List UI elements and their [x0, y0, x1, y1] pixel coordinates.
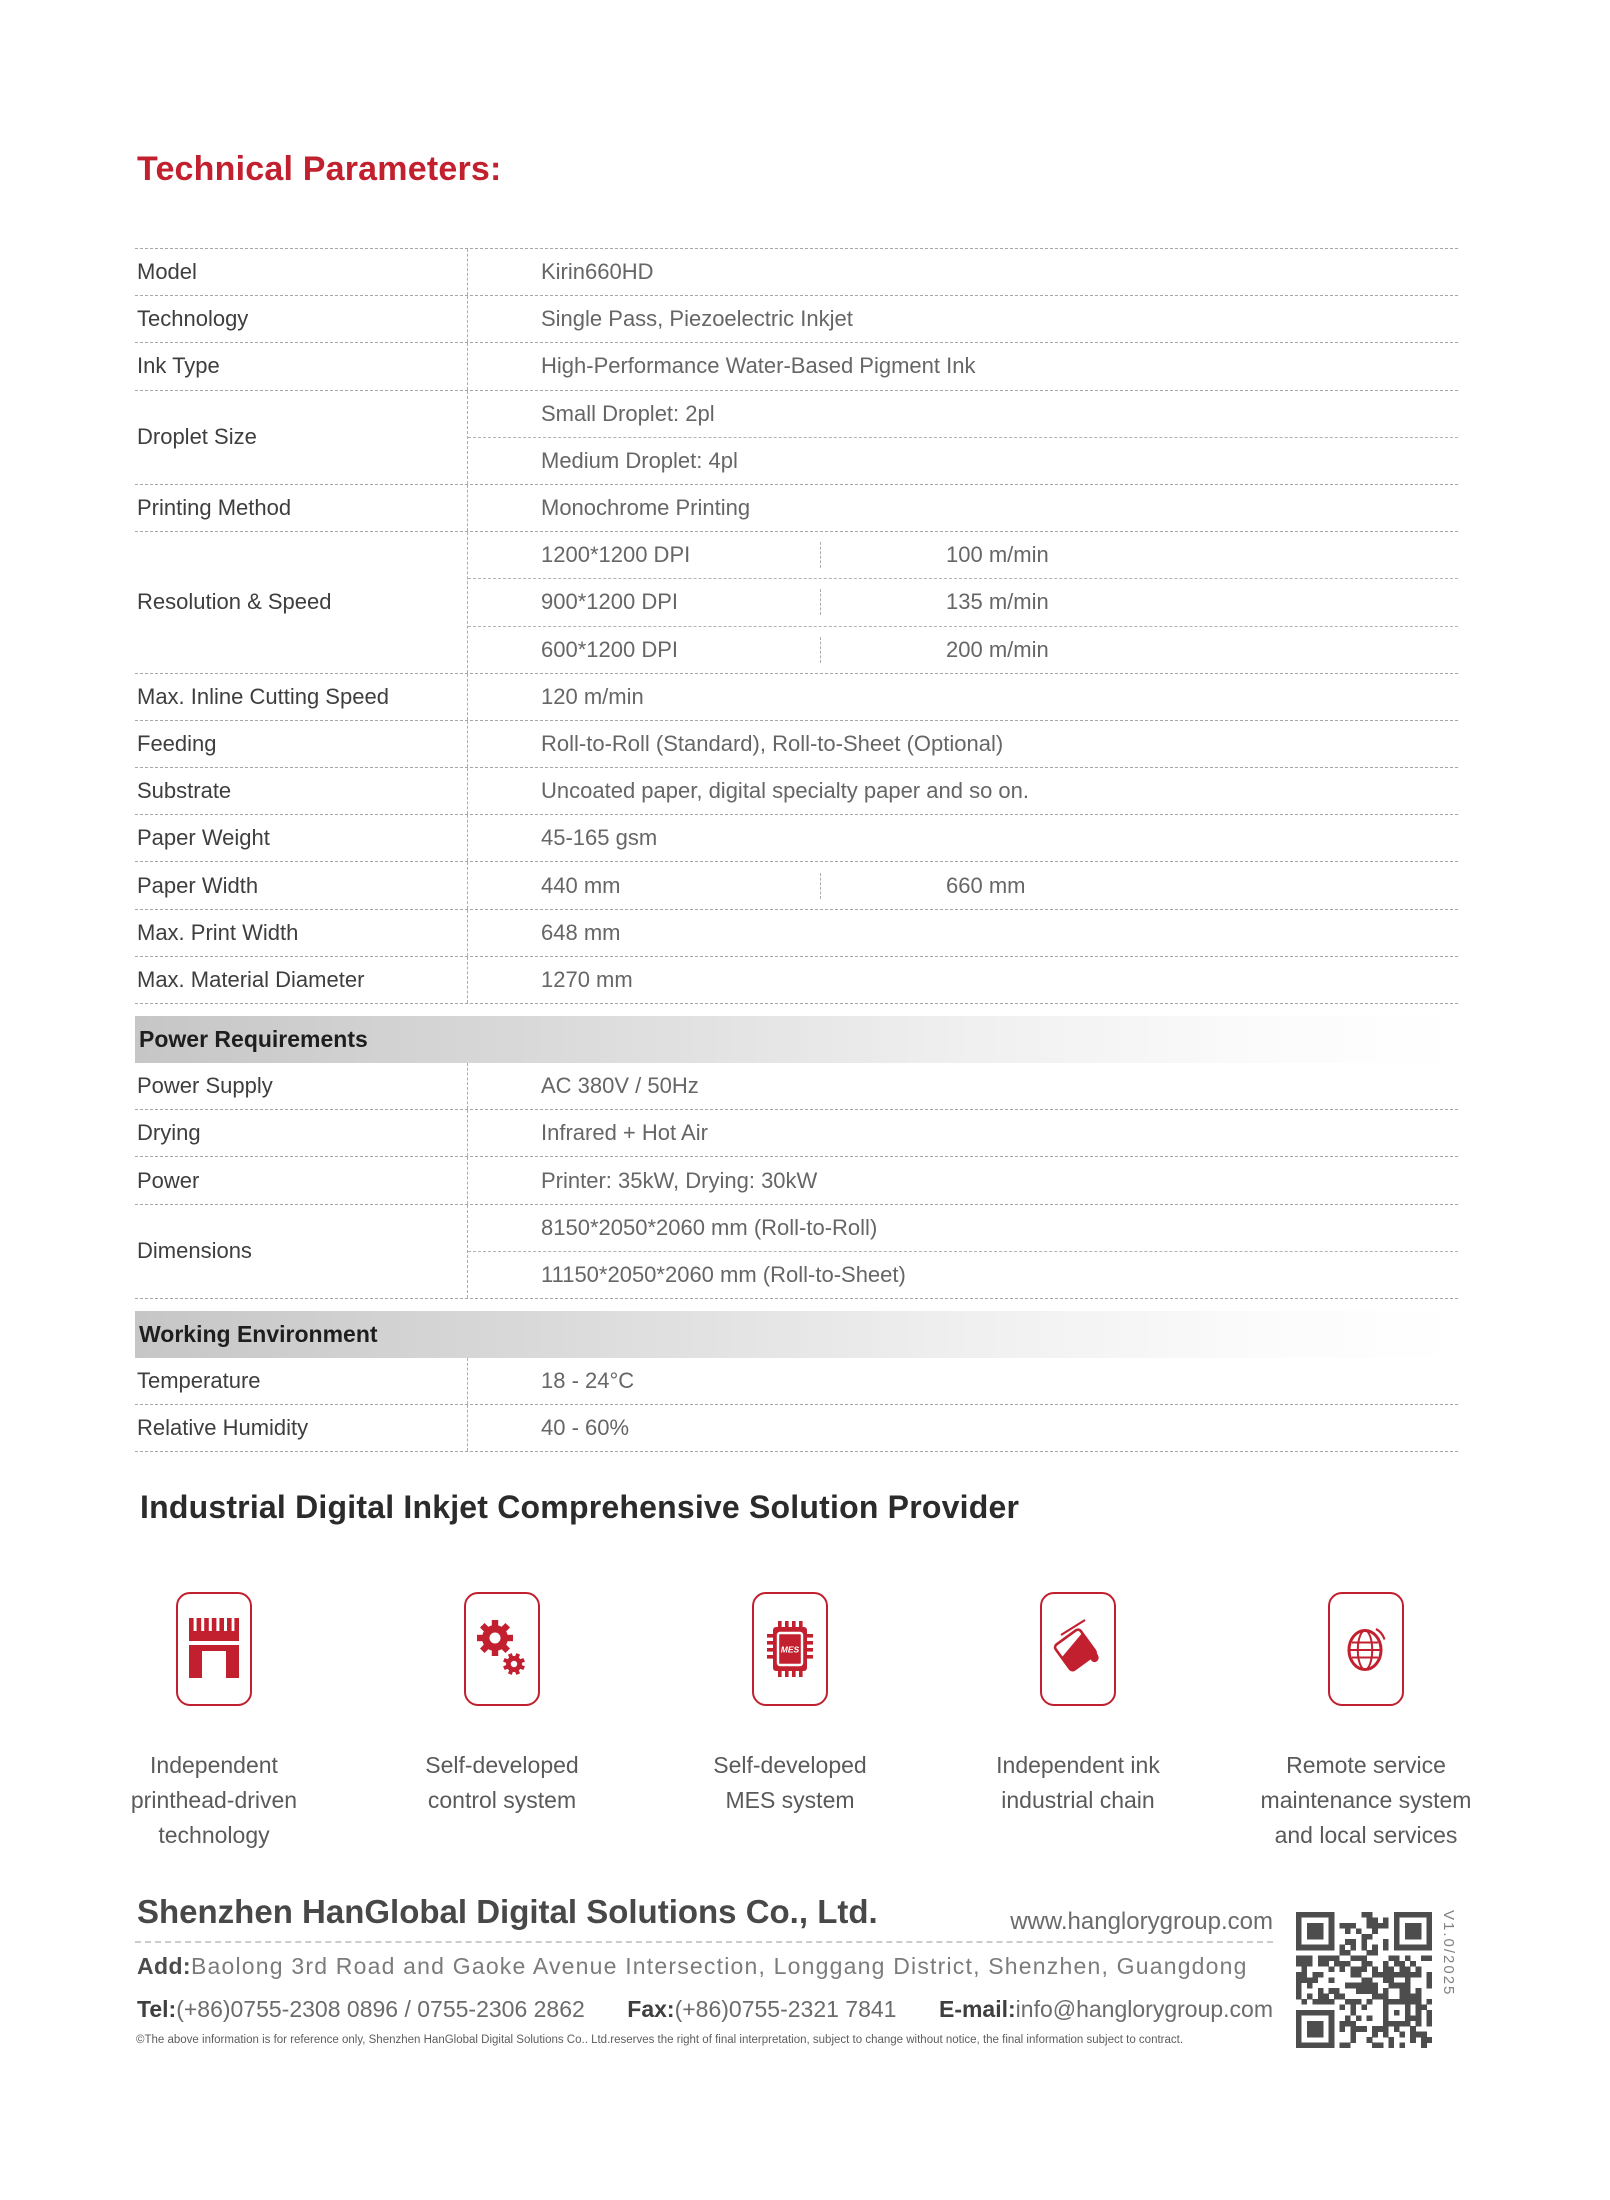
spec-row — [135, 296, 1458, 343]
spec-row — [135, 1205, 1458, 1299]
feature-caption — [425, 1748, 578, 1818]
spec-value: Medium Droplet: 4pl — [541, 447, 738, 473]
page-title: Technical Parameters: — [137, 150, 502, 188]
spec-value: 18 - 24°C — [467, 1358, 1458, 1404]
address-line — [137, 1953, 1248, 1980]
feature-printhead — [70, 1592, 358, 1853]
spec-label: Model — [137, 259, 197, 285]
tel-value: (+86)0755-2308 0896 / 0755-2306 2862 — [176, 1996, 585, 2022]
spec-value: 120 m/min — [467, 674, 1458, 720]
spec-row — [135, 391, 1458, 485]
caption-line: control system — [427, 1787, 577, 1813]
spec-row — [135, 957, 1458, 1004]
spec-table — [135, 248, 1458, 1452]
spec-value: 440 mm — [541, 872, 621, 898]
spec-value: High-Performance Water-Based Pigment Ink — [467, 343, 1458, 389]
gears-icon — [464, 1592, 540, 1706]
fax-value: (+86)0755-2321 7841 — [674, 1996, 897, 2022]
spec-label: Relative Humidity — [137, 1415, 309, 1441]
svg-text:MES: MES — [780, 1644, 800, 1655]
spec-label: Max. Material Diameter — [137, 966, 365, 992]
feature-ink-bucket — [934, 1592, 1222, 1853]
spec-value: 660 mm — [820, 873, 1458, 899]
spec-value: Small Droplet: 2pl — [468, 391, 1458, 438]
solution-heading: Industrial Digital Inkjet Comprehensive Solution Provider — [140, 1489, 1020, 1525]
section-header: Working Environment — [135, 1311, 1458, 1358]
spec-label: Max. Inline Cutting Speed — [137, 683, 389, 709]
email-entry — [939, 1996, 1273, 2023]
spec-row — [135, 532, 1458, 674]
email-value: info@hanglorygroup.com — [1015, 1996, 1273, 2022]
spec-label: Feeding — [137, 731, 217, 757]
feature-mes-chip — [646, 1592, 934, 1853]
feature-list — [70, 1592, 1510, 1853]
contact-line — [137, 1996, 1273, 2023]
fax-entry — [627, 1996, 896, 2023]
spec-value-row — [468, 579, 1458, 626]
tel-entry — [137, 1996, 585, 2023]
spec-value: 900*1200 DPI — [541, 589, 678, 615]
spec-row — [135, 1358, 1458, 1405]
spec-row — [135, 721, 1458, 768]
spec-value-grid — [467, 532, 1458, 673]
spec-row — [135, 910, 1458, 957]
caption-line: Independent — [150, 1752, 278, 1778]
disclaimer: ©The above information is for reference only, Shenzhen HanGlobal Digital Solutions Co.. Ltd.reserves the right of final interpretation, subject to change without notice, the final information subject to contract. — [136, 2034, 1184, 2046]
spec-row — [135, 815, 1458, 862]
spec-value: 135 m/min — [820, 589, 1458, 615]
section-header: Power Requirements — [135, 1016, 1458, 1063]
spec-value: Roll-to-Roll (Standard), Roll-to-Sheet (Optional) — [467, 721, 1458, 767]
email-label: E-mail: — [938, 1996, 1016, 2022]
spec-label: Ink Type — [137, 353, 220, 379]
caption-line: Self-developed — [713, 1752, 867, 1778]
spec-label: Printing Method — [137, 495, 292, 521]
spec-value: Uncoated paper, digital specialty paper and so on. — [467, 768, 1458, 814]
caption-line: Self-developed — [425, 1752, 579, 1778]
spec-row — [135, 768, 1458, 815]
spec-label: Drying — [137, 1120, 201, 1146]
spec-label: Substrate — [137, 778, 232, 804]
printhead-icon — [176, 1592, 252, 1706]
spec-row — [135, 1157, 1458, 1204]
spec-label: Power — [137, 1167, 200, 1193]
version-label: V1.0/2025 — [1440, 1910, 1457, 1997]
caption-line: and local services — [1274, 1822, 1458, 1848]
spec-row — [135, 674, 1458, 721]
caption-line: industrial chain — [1001, 1787, 1155, 1813]
spec-value-row — [468, 627, 1458, 673]
spec-value: 11150*2050*2060 mm (Roll-to-Sheet) — [541, 1261, 906, 1287]
qr-code — [1296, 1912, 1432, 2048]
globe-icon — [1328, 1592, 1404, 1706]
spec-row — [135, 249, 1458, 296]
spec-value-pair — [467, 862, 1458, 908]
feature-caption — [1261, 1748, 1472, 1853]
spec-row — [135, 1063, 1458, 1110]
company-name: Shenzhen HanGlobal Digital Solutions Co., Ltd. — [137, 1893, 878, 1930]
caption-line: MES system — [725, 1787, 855, 1813]
feature-caption — [131, 1748, 297, 1853]
spec-label: Resolution & Speed — [137, 589, 332, 615]
spec-value-stack — [467, 391, 1458, 484]
spec-label: Power Supply — [137, 1073, 273, 1099]
ink-bucket-icon — [1040, 1592, 1116, 1706]
spec-value: Infrared + Hot Air — [467, 1110, 1458, 1156]
mes-chip-icon — [752, 1592, 828, 1706]
spec-value-row — [468, 532, 1458, 579]
spec-row — [135, 343, 1458, 390]
spec-value: 600*1200 DPI — [541, 636, 678, 662]
spec-label: Max. Print Width — [137, 919, 299, 945]
spec-label: Temperature — [137, 1368, 261, 1394]
spec-value: 1200*1200 DPI — [541, 542, 691, 568]
spec-value: Printer: 35kW, Drying: 30kW — [467, 1157, 1458, 1203]
spec-row — [135, 1110, 1458, 1157]
caption-line: Independent ink — [996, 1752, 1160, 1778]
spec-label: Paper Weight — [137, 825, 270, 851]
spec-value: 200 m/min — [820, 637, 1458, 663]
spec-value: 100 m/min — [820, 542, 1458, 568]
fax-label: Fax: — [627, 1996, 675, 2022]
caption-line: printhead-driven — [130, 1787, 298, 1813]
caption-line: technology — [158, 1822, 270, 1848]
spec-value: Monochrome Printing — [467, 485, 1458, 531]
tel-label: Tel: — [137, 1996, 177, 2022]
website-url: www.hanglorygroup.com — [1010, 1908, 1273, 1935]
feature-globe — [1222, 1592, 1510, 1853]
feature-caption — [713, 1748, 866, 1818]
address-label: Add: — [137, 1953, 191, 1979]
spec-value: Kirin660HD — [467, 249, 1458, 295]
spec-row — [135, 1405, 1458, 1452]
spec-value: 45-165 gsm — [467, 815, 1458, 861]
footer-divider — [135, 1941, 1273, 1943]
spec-label: Dimensions — [137, 1238, 252, 1264]
spec-value: 8150*2050*2060 mm (Roll-to-Roll) — [468, 1205, 1458, 1252]
spec-row — [135, 485, 1458, 532]
feature-caption — [996, 1748, 1160, 1818]
spec-value: Single Pass, Piezoelectric Inkjet — [467, 296, 1458, 342]
address-value: Baolong 3rd Road and Gaoke Avenue Intersection, Longgang District, Shenzhen, Guangdong — [190, 1953, 1248, 1979]
caption-line: Remote service — [1286, 1752, 1446, 1778]
spec-label: Paper Width — [137, 872, 259, 898]
spec-value: AC 380V / 50Hz — [467, 1063, 1458, 1109]
spec-value-stack — [467, 1205, 1458, 1298]
spec-value: 1270 mm — [467, 957, 1458, 1003]
feature-gears — [358, 1592, 646, 1853]
spec-value: 648 mm — [467, 910, 1458, 956]
spec-row — [135, 862, 1458, 909]
spec-value: 40 - 60% — [467, 1405, 1458, 1451]
spec-label: Droplet Size — [137, 424, 257, 450]
spec-label: Technology — [137, 306, 249, 332]
caption-line: maintenance system — [1260, 1787, 1472, 1813]
